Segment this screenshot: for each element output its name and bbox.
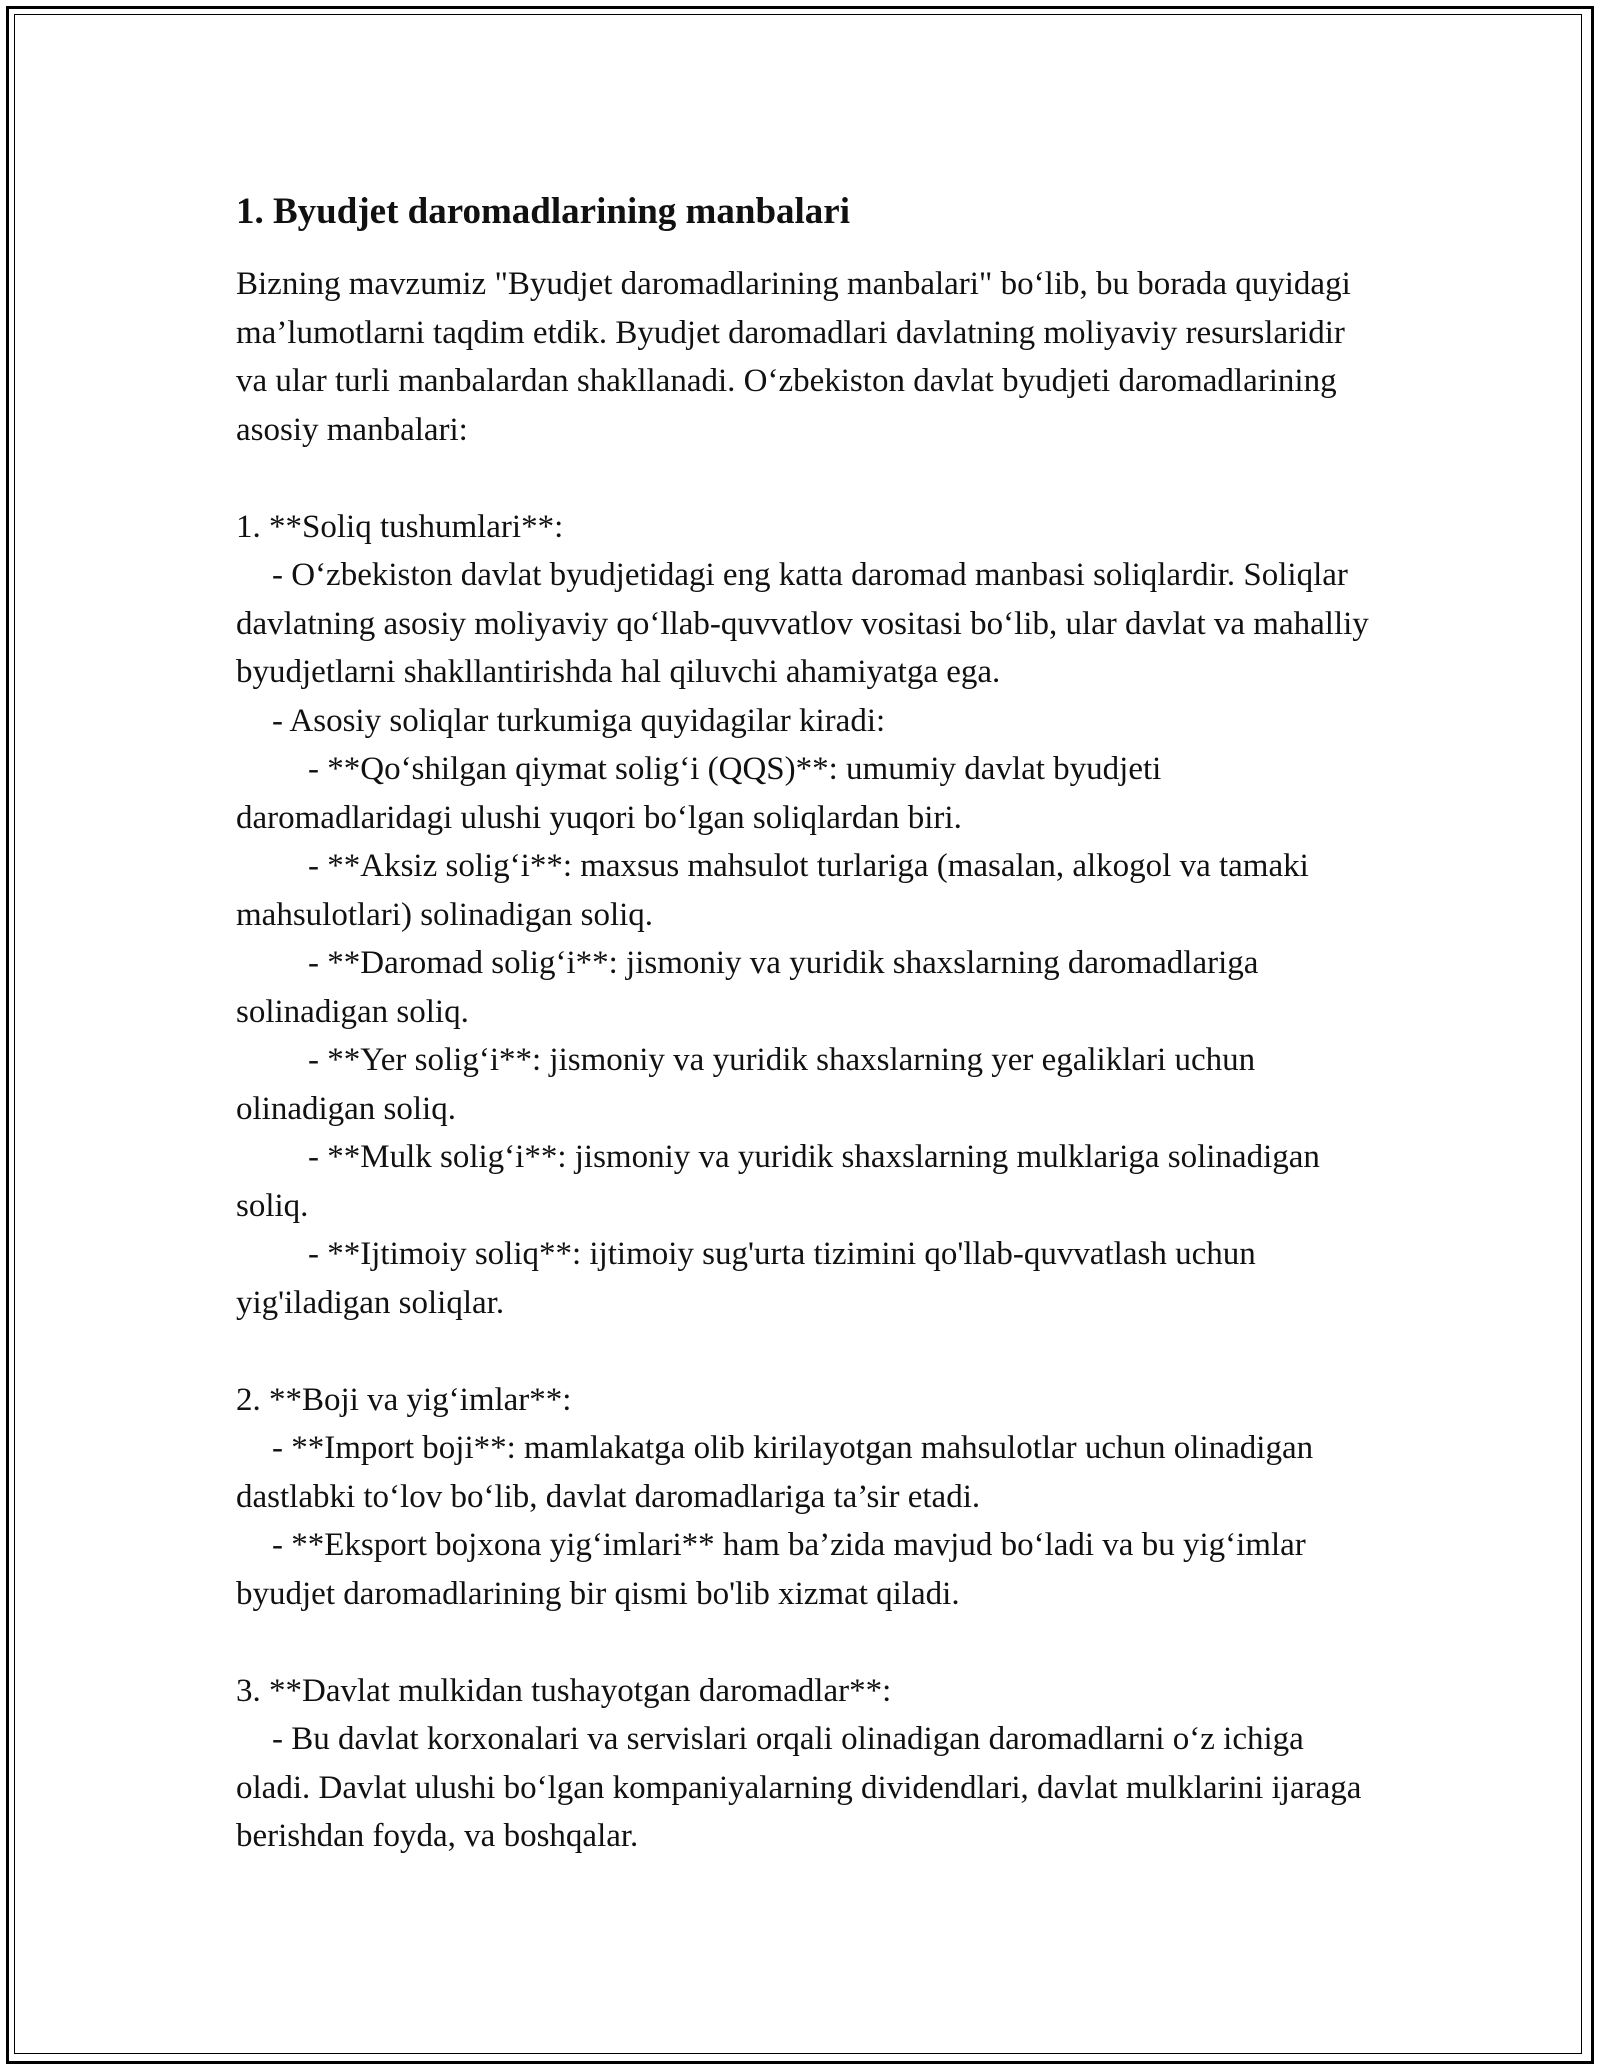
section-1-paragraph-2: - Asosiy soliqlar turkumiga quyidagilar kiradi: — [272, 702, 886, 739]
section-1-paragraph-1: - O‘zbekiston davlat byudjetidagi eng katta daromad manbasi soliqlardir. Soliqlar davlatning asosiy moliyaviy qo‘llab-quvvatlov vositasi bo‘lib, ular davlat va mahalliy byudjetlarni shakllantirishda hal qiluvchi ahamiyatga ega. — [236, 557, 1378, 690]
section-3-title: 3. **Davlat mulkidan tushayotgan daromadlar**: — [236, 1672, 892, 1709]
tax-item-vat: - **Qo‘shilgan qiymat solig‘i (QQS)**: umumiy davlat byudjeti daromadlaridagi ulushi yuqori bo‘lgan soliqlardan biri. — [236, 751, 1170, 836]
paragraph-gap — [236, 1618, 1376, 1667]
document-heading: 1. Byudjet daromadlarining manbalari — [236, 191, 851, 232]
tax-item-excise: - **Aksiz solig‘i**: maxsus mahsulot turlariga (masalan, alkogol va tamaki mahsulotlari) solinadigan soliq. — [236, 848, 1318, 933]
section-1-title: 1. **Soliq tushumlari**: — [236, 508, 564, 545]
section-2-paragraph-2: - **Eksport bojxona yig‘imlari** ham ba’zida mavjud bo‘ladi va bu yig‘imlar byudjet daromadlarining bir qismi bo'lib xizmat qiladi. — [236, 1527, 1314, 1612]
paragraph-gap — [236, 1327, 1376, 1376]
tax-item-income: - **Daromad solig‘i**: jismoniy va yuridik shaxslarning daromadlariga solinadigan soliq. — [236, 945, 1267, 1030]
section-2-paragraph-1: - **Import boji**: mamlakatga olib kirilayotgan mahsulotlar uchun olinadigan dastlabki to‘lov bo‘lib, davlat daromadlariga ta’sir etadi. — [236, 1430, 1322, 1515]
document-body — [236, 188, 1376, 1861]
tax-item-land: - **Yer solig‘i**: jismoniy va yuridik shaxslarning yer egaliklari uchun olinadigan soliq. — [236, 1042, 1264, 1127]
section-2-title: 2. **Boji va yig‘imlar**: — [236, 1381, 572, 1418]
intro-paragraph: Bizning mavzumiz "Byudjet daromadlarining manbalari" bo‘lib, bu borada quyidagi ma’lumotlarni taqdim etdik. Byudjet daromadlari davlatning moliyaviy resurslaridir va ular turli manbalardan shakllanadi. O‘zbekiston davlat byudjeti daromadlarining asosiy manbalari: — [236, 266, 1359, 448]
paragraph-gap — [236, 454, 1376, 503]
tax-item-property: - **Mulk solig‘i**: jismoniy va yuridik shaxslarning mulklariga solinadigan soliq. — [236, 1139, 1329, 1224]
section-3-paragraph-1: - Bu davlat korxonalari va servislari orqali olinadigan daromadlarni o‘z ichiga oladi. Davlat ulushi bo‘lgan kompaniyalarning dividendlari, davlat mulklarini ijaraga berishdan foyda, va boshqalar. — [236, 1721, 1370, 1854]
tax-item-social: - **Ijtimoiy soliq**: ijtimoiy sug'urta tizimini qo'llab-quvvatlash uchun yig'iladigan soliqlar. — [236, 1236, 1264, 1321]
